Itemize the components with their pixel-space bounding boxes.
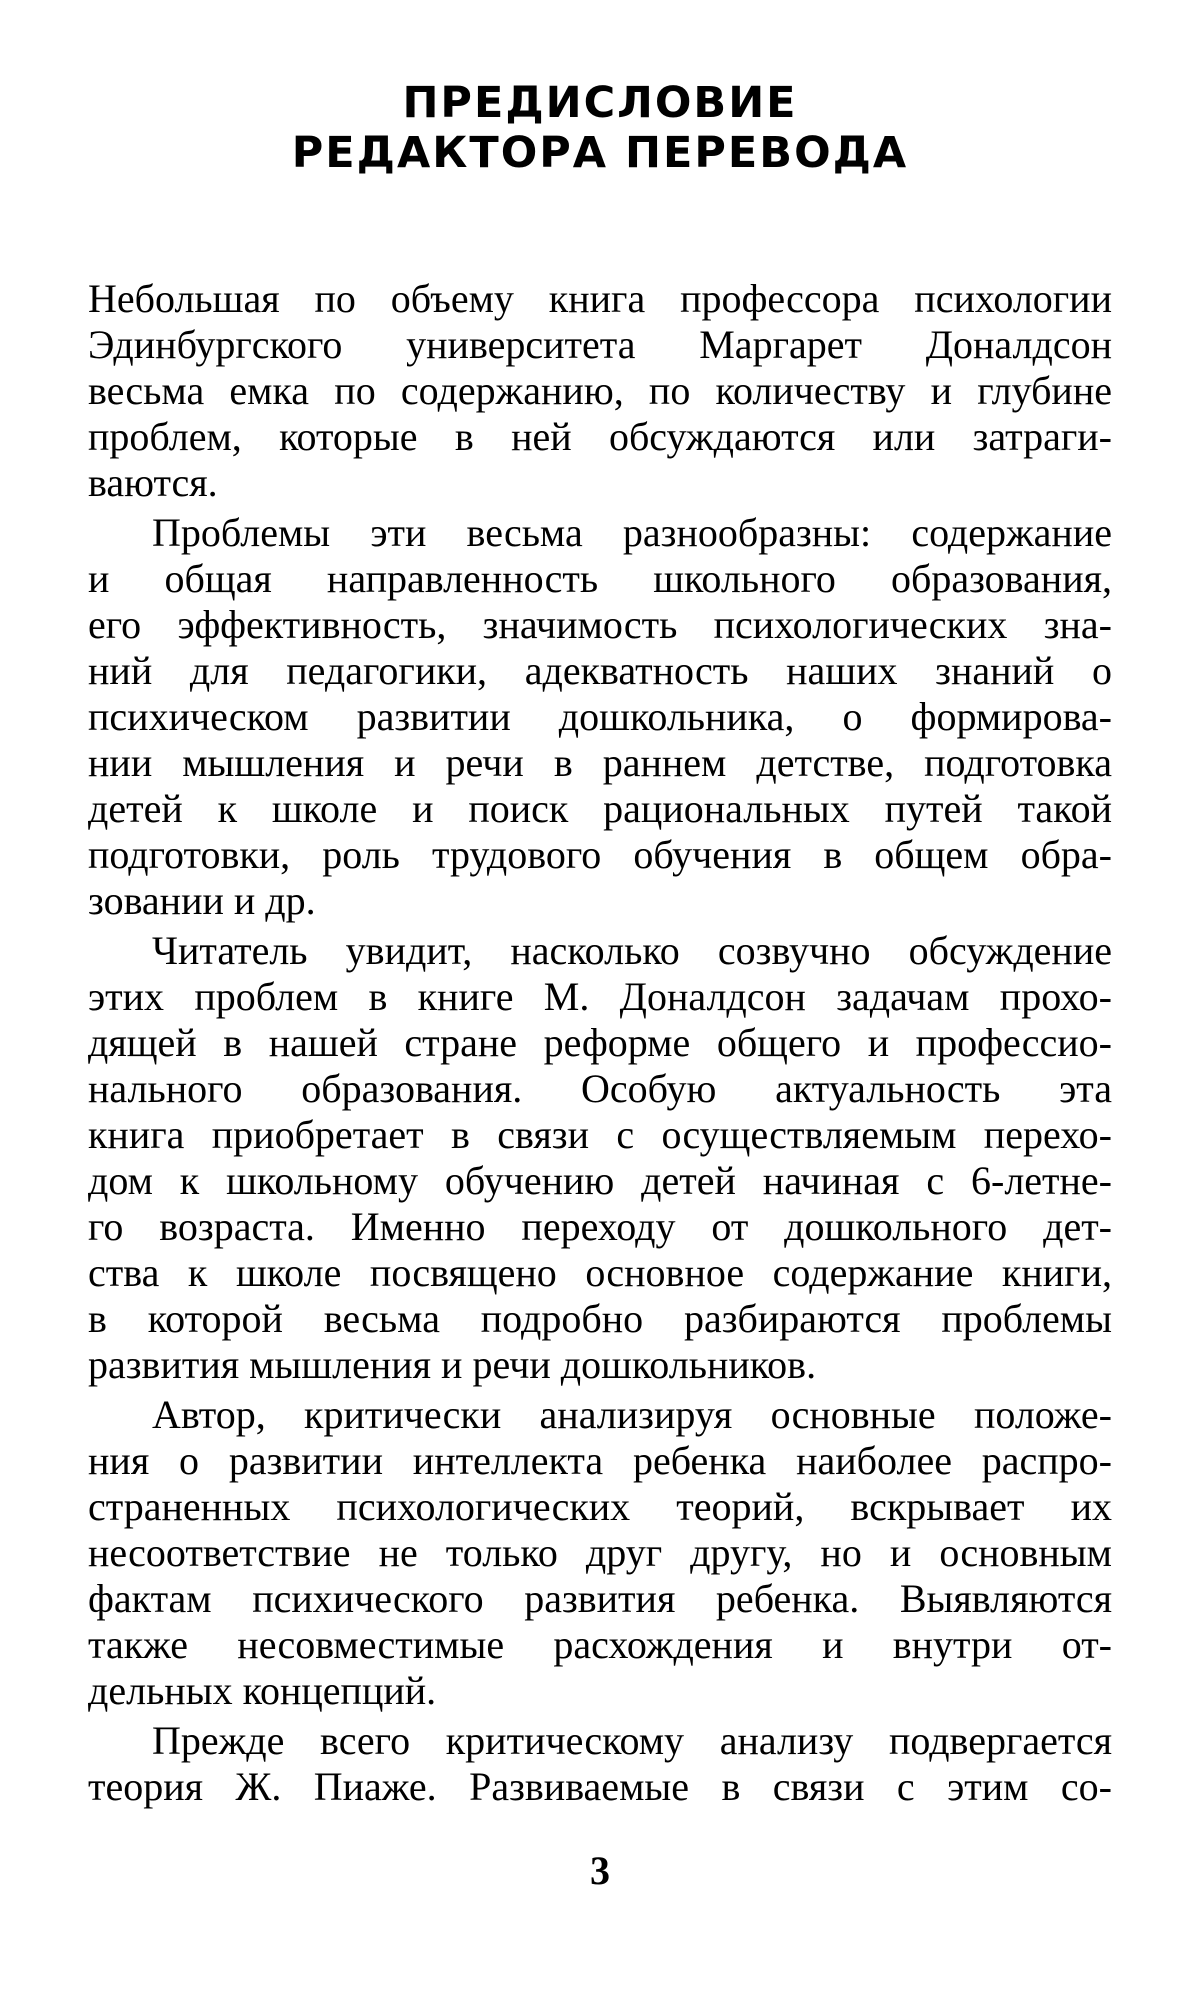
text-line: несоответствие не только друг другу, но и основным [88, 1530, 1112, 1575]
text-line: его эффективность, значимость психологических зна- [88, 602, 1112, 647]
text-line: теория Ж. Пиаже. Развиваемые в связи с этим со- [88, 1764, 1112, 1809]
text-line: книга приобретает в связи с осуществляемым перехо- [88, 1112, 1112, 1157]
text-line: также несовместимые расхождения и внутри от- [88, 1622, 1112, 1667]
text-line: дящей в нашей стране реформе общего и профессио- [88, 1020, 1112, 1065]
chapter-heading-line-1: ПРЕДИСЛОВИЕ [402, 78, 798, 128]
text-line: ваются. [88, 460, 218, 505]
text-line: детей к школе и поиск рациональных путей такой [88, 786, 1112, 831]
text-line: и общая направленность школьного образования, [88, 556, 1112, 601]
text-line: ний для педагогики, адекватность наших знаний о [88, 648, 1112, 693]
paragraph [88, 928, 1112, 1388]
chapter-heading-line-2: РЕДАКТОРА ПЕРЕВОДА [291, 128, 909, 178]
text-line: Читатель увидит, насколько созвучно обсуждение [152, 928, 1112, 973]
paragraph [88, 276, 1112, 506]
text-line: дом к школьному обучению детей начиная с 6-летне- [88, 1158, 1112, 1203]
text-line: психическом развитии дошкольника, о формирова- [88, 694, 1112, 739]
text-line: Автор, критически анализируя основные положе- [152, 1392, 1112, 1437]
text-line: фактам психического развития ребенка. Выявляются [88, 1576, 1112, 1621]
paragraph [88, 1718, 1112, 1810]
text-line: весьма емка по содержанию, по количеству и глубине [88, 368, 1112, 413]
text-line: Небольшая по объему книга профессора психологии [88, 276, 1112, 321]
text-line: дельных концепций. [88, 1668, 437, 1713]
text-line: Прежде всего критическому анализу подвергается [152, 1718, 1112, 1763]
text-line: зовании и др. [88, 878, 316, 923]
text-line: го возраста. Именно переходу от дошкольного дет- [88, 1204, 1112, 1249]
text-line: ства к школе посвящено основное содержание книги, [88, 1250, 1112, 1295]
body-text [88, 276, 1112, 1814]
paragraph [88, 1392, 1112, 1714]
text-line: развития мышления и речи дошкольников. [88, 1342, 817, 1387]
text-line: страненных психологических теорий, вскрывает их [88, 1484, 1112, 1529]
text-line: Проблемы эти весьма разнообразны: содержание [152, 510, 1112, 555]
text-line: Эдинбургского университета Маргарет Доналдсон [88, 322, 1112, 367]
text-line: проблем, которые в ней обсуждаются или затраги- [88, 414, 1112, 459]
text-line: нии мышления и речи в раннем детстве, подготовка [88, 740, 1112, 785]
paragraph [88, 510, 1112, 924]
text-line: в которой весьма подробно разбираются проблемы [88, 1296, 1112, 1341]
text-line: ния о развитии интеллекта ребенка наиболее распро- [88, 1438, 1112, 1483]
chapter-heading [0, 78, 1200, 178]
text-line: подготовки, роль трудового обучения в общем обра- [88, 832, 1112, 877]
text-line: нального образования. Особую актуальность эта [88, 1066, 1112, 1111]
page-number: 3 [590, 1848, 610, 1893]
text-line: этих проблем в книге М. Доналдсон задачам прохо- [88, 974, 1112, 1019]
